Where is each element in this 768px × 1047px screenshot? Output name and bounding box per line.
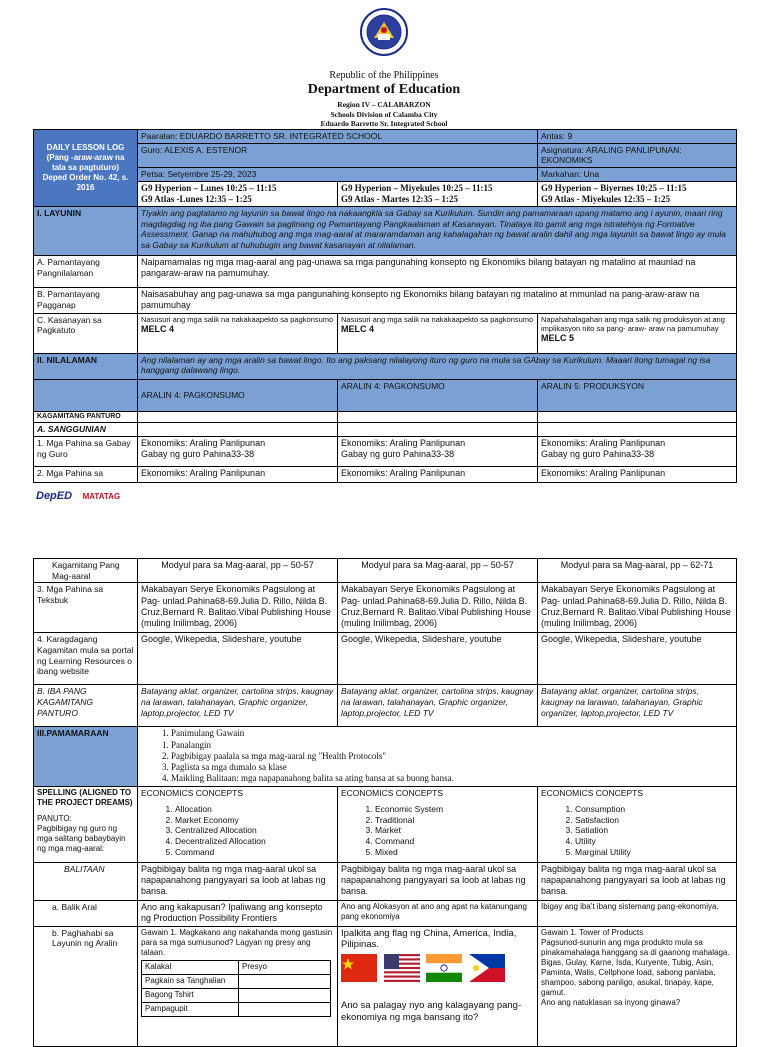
gabay-line: Ekonomiks: Araling Panlipunan [341,437,466,448]
presyo-table [141,960,331,1017]
dll-label-cell [34,130,138,207]
iba-pang-cell: Batayang aklat, organizer, cartolina strips, kaugnay na larawan, talahanayan, Graphic organizer, laptop,projector, LED TV [538,685,737,727]
spelling-label-cell [34,786,138,862]
spelling-label: SPELLING (ALIGNED TO THE PROJECT DREAMS) [37,787,133,807]
pamamaraan-item: 4. Maikling Balitaan: mga napapanahong balita sa ating bansa at sa buong bansa. [171,773,733,784]
kasanayan-cell [538,313,737,353]
presyo-row: Bagong Tshirt [142,988,239,1002]
petsa-cell: Petsa: Setyembre 25-29, 2023 [138,167,538,181]
lesson-log-table-page2 [33,558,737,1047]
teksbuk-cell: Makabayan Serye Ekonomiks Pagsulong at Pag- unlad.Pahina68-69.Julia D. Rillo, Nilda B. Cruz,Bernard R. Balitao.Vibal Publishing House (muling Inilimbag, 2006) [338,583,538,633]
balitaan-cell: Pagbibigay balita ng mga mag-aaral ukol sa napapanahong pangyayari sa loob at labas ng bansa. [138,862,338,900]
modyul-cell: Modyul para sa Mag-aaral, pp – 62-71 [538,559,737,583]
philippines-flag-icon [469,954,505,982]
guro-cell: Guro: ALEXIS A. ESTENOR [138,143,538,167]
iba-pang-cell: Batayang aklat, organizer, cartolina strips, kaugnay na larawan, talahanayan, Graphic organizer, laptop,projector, LED TV [138,685,338,727]
gabay-line: Gabay ng guro Pahina33-38 [141,449,255,460]
balitaan-cell: Pagbibigay balita ng mga mag-aaral ukol sa napapanahong pangyayari sa loob at labas ng bansa. [538,862,737,900]
dll-label-line: Deped Order No. 42, s. [42,173,129,182]
karagdagang-cell: Google, Wikepedia, Slideshare, youtube [138,633,338,685]
teksbuk-cell: Makabayan Serye Ekonomiks Pagsulong at Pag- unlad.Pahina68-69.Julia D. Rillo, Nilda B. Cruz,Bernard R. Balitao.Vibal Publishing House (muling Inilimbag, 2006) [538,583,737,633]
gabay-cell [138,436,338,466]
mag-aaral-cell: Ekonomiks: Araling Panlipunan [538,466,737,482]
panuto-label: PANUTO: [37,813,72,823]
pamamaraan-item: 3. Paglista sa mga dumalo sa klase [171,762,733,773]
kasanayan-text: Nasusuri ang mga salik na nakakaapekto sa pagkonsumo [341,314,534,324]
aralin-empty-cell [34,379,138,411]
empty-cell [138,423,338,437]
aralin-cell: ARALIN 4: PAGKONSUMO [338,379,538,411]
schedule-cell [338,181,538,207]
flags-row [341,954,534,982]
nilalaman-text: Ang nilalaman ay ang mga aralin sa bawat lingo. Ito ang paksang nilalayong ituro ng guro na mula sa GAbay sa Kurikulum. Maaari itong tumagal ng isa hanggang dalawang lingo. [138,353,737,379]
markahan-cell: Markahan: Una [538,167,737,181]
schedule-line: G9 Atlas - Miyekules 12:35 – 1:25 [541,193,671,204]
panuto-text: Pagbibigay ng guro ng mga salitang babaybayin ng mga mag-aaral: [37,823,126,853]
gabay-line: Gabay ng guro Pahina33-38 [341,449,455,460]
paghahabi-cell [338,926,538,1046]
balitaan-cell: Pagbibigay balita ng mga mag-aaral ukol sa napapanahong pangyayari sa loob at labas ng bansa. [338,862,538,900]
presyo-head: Presyo [239,960,331,974]
melc-tag: MELC 4 [341,323,375,334]
iba-pang-label: B. IBA PANG KAGAMITANG PANTURO [34,685,138,727]
presyo-value[interactable] [239,1002,331,1016]
pamamaraan-sublist [141,740,733,785]
spelling-word: 5. Marginal Utility [575,847,733,858]
pagganap-label: B. Pamantayang Pagganap [34,288,138,314]
deped-seal-icon [360,8,408,56]
empty-cell [338,423,538,437]
gabay-line: Ekonomiks: Araling Panlipunan [141,437,266,448]
schedule-line: G9 Atlas - Martes 12:35 – 1:25 [341,193,458,204]
pamamaraan-item: 2. Pagbibigay paalala sa mga mag-aaral ng "Health Protocols" [171,751,733,762]
spelling-list [141,804,334,857]
gabay-cell [538,436,737,466]
schedule-cell [538,181,737,207]
presyo-value[interactable] [239,974,331,988]
kagamitang-pang-label: Kagamitang Pang Mag-aaral [34,559,138,583]
flags-question: Ano sa palagay nyo ang kalagayang pang-ekonomiya ng mga bansang ito? [341,1000,522,1024]
teksbuk-cell: Makabayan Serye Ekonomiks Pagsulong at Pag- unlad.Pahina68-69.Julia D. Rillo, Nilda B. Cruz,Bernard R. Balitao.Vibal Publishing House (muling Inilimbag, 2006) [138,583,338,633]
paghahabi-text: Gawain 1. Magkakano ang nakahanda mong gastusin para sa mga sumusunod? Lagyan ng presy ang talaan. [141,927,333,957]
spelling-word: 2. Market Economy [175,815,334,826]
pangnilalaman-text: Naipamamalas ng mga mag-aaral ang pag-unawa sa mga pangunahing konsepto ng Ekonomiks bilang batayan ng matalino at maunlad na pangaraw-araw na pamumuhay. [138,256,737,288]
gabay-line: Gabay ng guro Pahina33-38 [541,449,655,460]
schedule-cell [138,181,338,207]
empty-cell [538,411,737,423]
sanggunian-label: A. SANGGUNIAN [34,423,138,437]
mag-aaral-cell: Ekonomiks: Araling Panlipunan [138,466,338,482]
india-flag-icon [426,954,462,982]
spelling-word: 2. Traditional [375,815,534,826]
melc-tag: MELC 5 [541,333,575,344]
presyo-head: Kalakal [142,960,239,974]
gabay-line: Ekonomiks: Araling Panlipunan [541,437,666,448]
flags-instruction: Ipalkita ang flag ng China, America, India, Pilipinas. [341,927,517,951]
karagdagang-cell: Google, Wikepedia, Slideshare, youtube [538,633,737,685]
aralin-cell: ARALIN 5: PRODUKSYON [538,379,737,411]
spelling-word: 4. Decentralized Allocation [175,836,334,847]
pamamaraan-item: 1. Panalangin [171,740,733,751]
pangnilalaman-label: A. Pamantayang Pangnilalaman [34,256,138,288]
kasanayan-text: Nasusuri ang mga salik na nakakaapekto sa pagkonsumo [141,314,334,324]
spelling-cell [538,786,737,862]
division-line: Schools Division of Calamba City [330,110,438,119]
asignatura-cell: Asignatura: ARALING PANLIPUNAN: EKONOMIKS [538,143,737,167]
lesson-log-table-page1 [33,129,737,483]
pamamaraan-item: 1. Panimulang Gawain [171,728,733,739]
modyul-cell: Modyul para sa Mag-aaral, pp – 50-57 [338,559,538,583]
school-line: Eduardo Barretto Sr. Integrated School [320,119,448,128]
deped-logo: DepED [36,490,73,502]
layunin-text: Tiyakin ang pagtatamo ng layunin sa bawat lingo na nakaangkla sa Gabay sa Kurikulum. Sundin ang pamamaraan upang matamo ang i ayunin, maari ring magdagdag ng iba pang Gawain sa paglinang ng Pamantayang Pangkaalaman at Kasanayan. Tinataya ito gamit ang mga istratehiya ng Formative Assessment. Ganap na mahuhubog ang mga mag-aaral at mararamdaman ang kahalagahan ng bawat aralin dahil ang mga layunin sa bawat lingo ay mula sa Gabay sa Kurikulum at huhubugin ang bawat kasanayan at nilalaman. [138,207,737,256]
region-line: Region IV – CALABARZON [337,100,431,109]
spelling-cell [338,786,538,862]
gabay-label: 1. Mga Pahina sa Gabay ng Guro [34,436,138,466]
dll-label-line: 2016 [76,183,95,192]
presyo-row: Pampagupit [142,1002,239,1016]
kasanayan-text: Napahahalagahan ang mga salik ng produksyon at ang implikasyon nito sa pang- araw- araw na pamumuhay [541,314,725,333]
aralin-cell: ARALIN 4: PAGKONSUMO [138,379,338,411]
presyo-value[interactable] [239,988,331,1002]
paaralan-cell: Paaralan: EDUARDO BARRETTO SR. INTEGRATED SCHOOL [138,130,538,144]
kagamitan-label: KAGAMITANG PANTURO [34,411,138,423]
spelling-heading: ECONOMICS CONCEPTS [341,787,444,798]
spelling-list [541,804,733,857]
iba-pang-cell: Batayang aklat, organizer, cartolina strips, kaugnay na larawan, talahanayan, Graphic organizer, laptop,projector, LED TV [338,685,538,727]
balik-aral-label: a. Balik Aral [34,900,138,926]
spelling-word: 3. Satiation [575,825,733,836]
spelling-word: 1. Consumption [575,804,733,815]
balik-aral-cell: Ano ang Alokasyon at ano ang apat na katanungang pang ekonomiya [338,900,538,926]
antas-cell: Antas: 9 [538,130,737,144]
modyul-cell: Modyul para sa Mag-aaral, pp – 50-57 [138,559,338,583]
kasanayan-cell [338,313,538,353]
dll-label-line: DAILY LESSON LOG [46,143,125,152]
presyo-row: Pagkain sa Tanghalian [142,974,239,988]
matatag-logo: MATATAG [82,492,121,501]
spelling-heading: ECONOMICS CONCEPTS [541,787,644,798]
balik-aral-cell: Ibigay ang iba't ibang sistemang pang-ekonomiya. [538,900,737,926]
pamamaraan-label: III.PAMAMARAAN [34,727,138,786]
spelling-word: 1. Economic System [375,804,534,815]
schedule-line: G9 Hyperion – Lunes 10:25 – 11:15 [141,182,277,193]
kasanayan-label: C. Kasanayan sa Pagkatuto [34,313,138,353]
spelling-heading: ECONOMICS CONCEPTS [141,787,244,798]
department-title: Department of Education [307,82,461,97]
spelling-word: 5. Mixed [375,847,534,858]
spelling-word: 2. Satisfaction [575,815,733,826]
empty-cell [338,411,538,423]
schedule-line: G9 Atlas -Lunes 12:35 – 1:25 [141,193,252,204]
spelling-word: 4. Utility [575,836,733,847]
spelling-word: 4. Command [375,836,534,847]
pagganap-text: Naisasabuhay ang pag-unawa sa mga pangunahing konsepto ng Ekonomiks bilang batayan ng matalino at mmunlad na pang-araw-araw na pamumuhay [138,288,737,314]
kasanayan-cell [138,313,338,353]
dll-label-line: (Pang -araw-araw na [46,153,125,162]
spelling-word: 5. Command [175,847,334,858]
usa-flag-icon [384,954,420,982]
paghahabi-label: b. Paghahabi sa Layunin ng Aralin [34,926,138,1046]
karagdagang-label: 4. Karagdagang Kagamitan mula sa portal ng Learning Resources o ibang website [34,633,138,685]
balitaan-label: BALITAAN [34,862,138,900]
spelling-cell [138,786,338,862]
schedule-line: G9 Hyperion – Biyernes 10:25 – 11:15 [541,182,687,193]
balik-aral-cell: Ano ang kakapusan? Ipaliwang ang konsepto ng Production Possibility Frontiers [138,900,338,926]
nilalaman-label: II. NILALAMAN [34,353,138,379]
mag-aaral-label: 2. Mga Pahina sa [34,466,138,482]
mag-aaral-cell: Ekonomiks: Araling Panlipunan [338,466,538,482]
footer-logos [36,490,120,502]
spelling-word: 3. Market [375,825,534,836]
karagdagang-cell: Google, Wikepedia, Slideshare, youtube [338,633,538,685]
empty-cell [138,411,338,423]
gabay-cell [338,436,538,466]
spelling-word: 1. Allocation [175,804,334,815]
melc-tag: MELC 4 [141,323,175,334]
dll-label-line: tala sa pagtuturo) [51,163,120,172]
paghahabi-cell: Gawain 1. Tower of Products Pagsunod-sunurin ang mga produkto mula sa pinakamahalaga hanggang sa di gaanong mahalaga. Bigas, Gulay, Karne, Isda, Kuryente, Tubig, Asin, Paminta, Walis, Cellphone load, sabong panlaba, shampoo, sabong panligo, asukal, tinapay, kape, gamut. Ano ang natuklasan sa inyong ginawa? [538,926,737,1046]
schedule-line: G9 Hyperion – Miyekules 10:25 – 11:15 [341,182,493,193]
china-flag-icon [341,954,377,982]
paghahabi-cell [138,926,338,1046]
layunin-label: I. LAYUNIN [34,207,138,256]
spelling-word: 3. Centralized Allocation [175,825,334,836]
empty-cell [538,423,737,437]
teksbuk-label: 3. Mga Pahina sa Teksbuk [34,583,138,633]
pamamaraan-cell [138,727,737,786]
spelling-list [341,804,534,857]
republic-line: Republic of the Philippines [329,70,439,81]
pamamaraan-list [141,728,733,739]
